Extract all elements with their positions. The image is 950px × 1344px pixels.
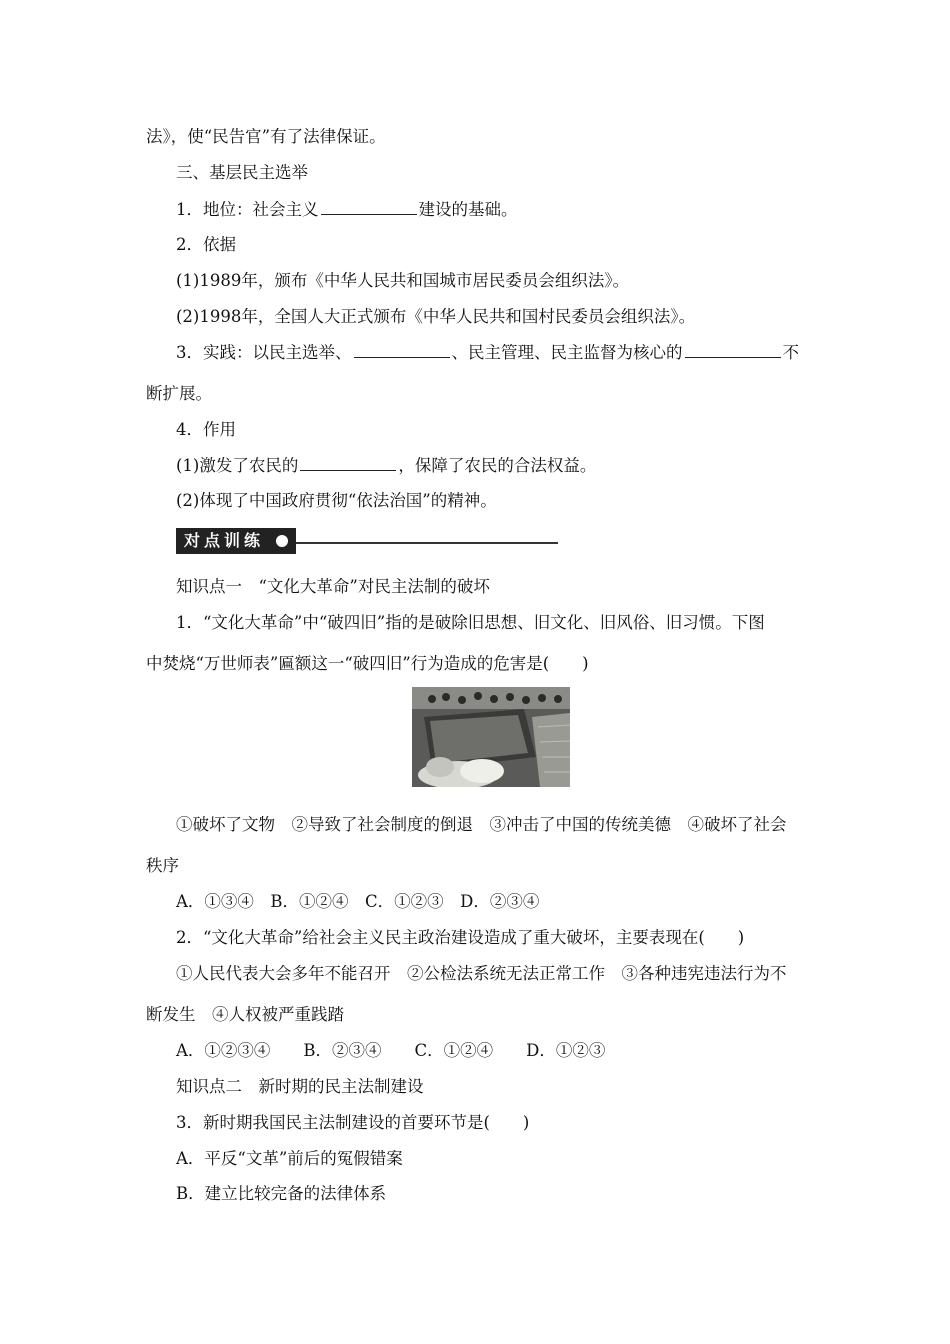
divider <box>296 542 558 544</box>
text-segment: 不 <box>782 343 799 362</box>
answer-option: A．平反“文革”前后的冤假错案 <box>176 1149 403 1168</box>
knowledge-point-heading: 知识点二 新时期的民主法制建设 <box>176 1077 424 1096</box>
answer-blank[interactable] <box>685 341 781 358</box>
question-text: 3．新时期我国民主法制建设的首要环节是( ) <box>176 1113 530 1132</box>
text-line: (2)体现了中国政府贯彻“依法治国”的精神。 <box>176 491 497 510</box>
text-line <box>176 341 799 364</box>
options-text: 秩序 <box>146 856 179 875</box>
answer-choices: A．①③④ B．①②④ C．①②③ D．②③④ <box>176 892 540 911</box>
question-text: 1．“文化大革命”中“破四旧”指的是破除旧思想、旧文化、旧风俗、旧习惯。下图 <box>176 613 765 632</box>
answer-choices: A．①②③④ B．②③④ C．①②④ D．①②③ <box>176 1041 606 1060</box>
text-segment: ，保障了农民的合法权益。 <box>398 456 597 475</box>
answer-blank[interactable] <box>354 341 450 358</box>
photo-illustration <box>412 687 570 787</box>
text-line: 断扩展。 <box>146 384 212 403</box>
text-line <box>176 454 596 477</box>
text-segment: 、民主管理、民主监督为核心的 <box>451 343 683 362</box>
answer-blank[interactable] <box>321 198 417 215</box>
text-line: 2．依据 <box>176 235 236 254</box>
answer-option: B．建立比较完备的法律体系 <box>176 1184 387 1203</box>
section-badge <box>176 528 296 554</box>
text-line: (2)1998年，全国人大正式颁布《中华人民共和国村民委员会组织法》。 <box>176 307 696 326</box>
historical-photo <box>412 687 570 787</box>
options-text: ①破坏了文物 ②导致了社会制度的倒退 ③冲击了中国的传统美德 ④破坏了社会 <box>176 815 787 834</box>
options-text: ①人民代表大会多年不能召开 ②公检法系统无法正常工作 ③各种违宪违法行为不 <box>176 964 787 983</box>
text-segment: 3．实践：以民主选举、 <box>176 343 352 362</box>
text-segment: 1．地位：社会主义 <box>176 200 319 219</box>
question-text: 2．“文化大革命”给社会主义民主政治建设造成了重大破坏，主要表现在( ) <box>176 928 745 947</box>
answer-blank[interactable] <box>300 454 396 471</box>
text-segment: (1)激发了农民的 <box>176 456 299 475</box>
circle-icon <box>276 535 288 547</box>
text-line: 法》，使“民告官”有了法律保证。 <box>146 127 386 146</box>
knowledge-point-heading: 知识点一 “文化大革命”对民主法制的破坏 <box>176 577 490 596</box>
text-line: 4．作用 <box>176 420 236 439</box>
options-text: 断发生 ④人权被严重践踏 <box>146 1005 344 1024</box>
section-heading: 三、基层民主选举 <box>176 163 308 182</box>
question-text: 中焚烧“万世师表”匾额这一“破四旧”行为造成的危害是( ) <box>146 654 589 673</box>
text-line: (1)1989年，颁布《中华人民共和国城市居民委员会组织法》。 <box>176 271 630 290</box>
section-badge-label: 对点训练 <box>184 531 265 550</box>
text-line <box>176 198 518 221</box>
text-segment: 建设的基础。 <box>418 200 518 219</box>
